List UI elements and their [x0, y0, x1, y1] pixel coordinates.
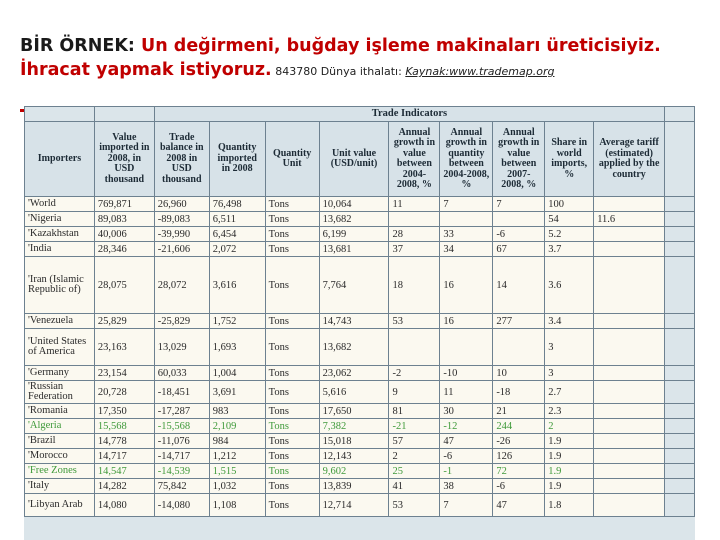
- empty-cell: [665, 257, 695, 314]
- value-cell: 7: [440, 197, 493, 212]
- table-row: [25, 434, 695, 449]
- value-cell: 1,108: [209, 494, 265, 517]
- value-cell: 244: [493, 419, 545, 434]
- value-cell: 28,346: [94, 242, 154, 257]
- value-cell: Tons: [265, 329, 319, 366]
- import-note: 843780 Dünya ithalatı:: [271, 65, 406, 78]
- value-cell: 13,682: [319, 329, 389, 366]
- table-row: [25, 329, 695, 366]
- heading-prefix: BİR ÖRNEK:: [20, 36, 135, 56]
- empty-cell: [665, 329, 695, 366]
- value-cell: 1,032: [209, 479, 265, 494]
- value-cell: 17,650: [319, 404, 389, 419]
- column-header-empty: [665, 122, 695, 197]
- empty-cell: [665, 404, 695, 419]
- value-cell: -18,451: [154, 381, 209, 404]
- value-cell: 7: [440, 494, 493, 517]
- value-cell: 76,498: [209, 197, 265, 212]
- table-body: [25, 197, 695, 517]
- value-cell: -12: [440, 419, 493, 434]
- value-cell: 983: [209, 404, 265, 419]
- value-cell: 30: [440, 404, 493, 419]
- value-cell: 12,714: [319, 494, 389, 517]
- column-header: Annual growth in value between 2007-2008, %: [493, 122, 545, 197]
- value-cell: [389, 212, 440, 227]
- column-header: Unit value (USD/unit): [319, 122, 389, 197]
- value-cell: 277: [493, 314, 545, 329]
- table-row: [25, 404, 695, 419]
- value-cell: [493, 212, 545, 227]
- value-cell: [594, 314, 665, 329]
- value-cell: Tons: [265, 381, 319, 404]
- value-cell: 1,693: [209, 329, 265, 366]
- column-header: Value imported in 2008, in USD thousand: [94, 122, 154, 197]
- table-row: [25, 227, 695, 242]
- value-cell: 7,764: [319, 257, 389, 314]
- value-cell: [594, 479, 665, 494]
- value-cell: Tons: [265, 419, 319, 434]
- value-cell: 89,083: [94, 212, 154, 227]
- value-cell: 3,691: [209, 381, 265, 404]
- value-cell: Tons: [265, 366, 319, 381]
- group-header-label: Trade Indicators: [154, 107, 664, 122]
- column-header: Importers: [25, 122, 95, 197]
- value-cell: 57: [389, 434, 440, 449]
- value-cell: [594, 329, 665, 366]
- value-cell: 3,616: [209, 257, 265, 314]
- importer-cell: 'Venezuela: [25, 314, 95, 329]
- importer-cell: 'Kazakhstan: [25, 227, 95, 242]
- value-cell: -6: [493, 479, 545, 494]
- value-cell: Tons: [265, 227, 319, 242]
- importer-cell: 'Romania: [25, 404, 95, 419]
- value-cell: 769,871: [94, 197, 154, 212]
- value-cell: 14,080: [94, 494, 154, 517]
- column-header: Share in world imports, %: [545, 122, 594, 197]
- table-row: [25, 314, 695, 329]
- value-cell: 2: [545, 419, 594, 434]
- value-cell: 25: [389, 464, 440, 479]
- slide-heading: [20, 34, 710, 84]
- value-cell: 37: [389, 242, 440, 257]
- value-cell: [594, 242, 665, 257]
- value-cell: 3.7: [545, 242, 594, 257]
- value-cell: 40,006: [94, 227, 154, 242]
- importer-cell: 'India: [25, 242, 95, 257]
- value-cell: -15,568: [154, 419, 209, 434]
- value-cell: 25,829: [94, 314, 154, 329]
- value-cell: Tons: [265, 257, 319, 314]
- value-cell: 23,154: [94, 366, 154, 381]
- value-cell: 1,212: [209, 449, 265, 464]
- value-cell: 984: [209, 434, 265, 449]
- value-cell: -14,080: [154, 494, 209, 517]
- value-cell: Tons: [265, 404, 319, 419]
- heading-line-2: [20, 58, 710, 84]
- value-cell: 14,743: [319, 314, 389, 329]
- value-cell: 15,018: [319, 434, 389, 449]
- table-row: [25, 449, 695, 464]
- table-row: [25, 197, 695, 212]
- value-cell: -39,990: [154, 227, 209, 242]
- value-cell: -6: [440, 449, 493, 464]
- value-cell: 41: [389, 479, 440, 494]
- value-cell: 16: [440, 314, 493, 329]
- value-cell: -89,083: [154, 212, 209, 227]
- value-cell: [389, 329, 440, 366]
- value-cell: -11,076: [154, 434, 209, 449]
- table-group-header: [25, 107, 695, 122]
- trade-indicators-table: [24, 106, 695, 517]
- value-cell: Tons: [265, 464, 319, 479]
- value-cell: 5,616: [319, 381, 389, 404]
- heading-line-1: [20, 34, 710, 58]
- value-cell: 2.3: [545, 404, 594, 419]
- value-cell: -1: [440, 464, 493, 479]
- value-cell: Tons: [265, 434, 319, 449]
- value-cell: 1.8: [545, 494, 594, 517]
- empty-cell: [665, 227, 695, 242]
- value-cell: 11.6: [594, 212, 665, 227]
- importer-cell: 'Algeria: [25, 419, 95, 434]
- table-row: [25, 212, 695, 227]
- table-row: [25, 381, 695, 404]
- value-cell: 34: [440, 242, 493, 257]
- value-cell: -25,829: [154, 314, 209, 329]
- value-cell: [594, 449, 665, 464]
- value-cell: 33: [440, 227, 493, 242]
- empty-cell: [665, 494, 695, 517]
- value-cell: 7,382: [319, 419, 389, 434]
- value-cell: 15,568: [94, 419, 154, 434]
- value-cell: 2,109: [209, 419, 265, 434]
- value-cell: 6,199: [319, 227, 389, 242]
- value-cell: 75,842: [154, 479, 209, 494]
- value-cell: -21: [389, 419, 440, 434]
- value-cell: 2: [389, 449, 440, 464]
- column-header: Quantity Unit: [265, 122, 319, 197]
- empty-cell: [665, 479, 695, 494]
- importer-cell: 'Nigeria: [25, 212, 95, 227]
- value-cell: 47: [493, 494, 545, 517]
- value-cell: 6,511: [209, 212, 265, 227]
- column-header: Quantity imported in 2008: [209, 122, 265, 197]
- value-cell: [594, 381, 665, 404]
- value-cell: 14,717: [94, 449, 154, 464]
- importer-cell: 'Morocco: [25, 449, 95, 464]
- value-cell: 5.2: [545, 227, 594, 242]
- table-column-header: [25, 122, 695, 197]
- value-cell: 28,075: [94, 257, 154, 314]
- table-row: [25, 494, 695, 517]
- value-cell: 23,163: [94, 329, 154, 366]
- column-header: Annual growth in quantity between 2004-2008, %: [440, 122, 493, 197]
- value-cell: 1.9: [545, 464, 594, 479]
- value-cell: Tons: [265, 242, 319, 257]
- importer-cell: 'Libyan Arab: [25, 494, 95, 517]
- value-cell: Tons: [265, 212, 319, 227]
- column-header: Trade balance in 2008 in USD thousand: [154, 122, 209, 197]
- value-cell: 13,681: [319, 242, 389, 257]
- value-cell: 14,547: [94, 464, 154, 479]
- empty-cell: [665, 419, 695, 434]
- value-cell: -2: [389, 366, 440, 381]
- value-cell: 12,143: [319, 449, 389, 464]
- value-cell: 3: [545, 366, 594, 381]
- value-cell: [594, 464, 665, 479]
- value-cell: 67: [493, 242, 545, 257]
- value-cell: [440, 329, 493, 366]
- value-cell: 47: [440, 434, 493, 449]
- column-header: Average tariff (estimated) applied by the country: [594, 122, 665, 197]
- value-cell: 1.9: [545, 434, 594, 449]
- value-cell: 11: [389, 197, 440, 212]
- value-cell: 1.9: [545, 449, 594, 464]
- value-cell: 23,062: [319, 366, 389, 381]
- value-cell: -14,717: [154, 449, 209, 464]
- table-row: [25, 464, 695, 479]
- value-cell: [594, 419, 665, 434]
- empty-cell: [665, 366, 695, 381]
- value-cell: 38: [440, 479, 493, 494]
- value-cell: 1,752: [209, 314, 265, 329]
- importer-cell: 'Brazil: [25, 434, 95, 449]
- value-cell: -18: [493, 381, 545, 404]
- value-cell: 1,515: [209, 464, 265, 479]
- value-cell: 20,728: [94, 381, 154, 404]
- importer-cell: 'United States of America: [25, 329, 95, 366]
- value-cell: Tons: [265, 449, 319, 464]
- value-cell: [594, 404, 665, 419]
- value-cell: [493, 329, 545, 366]
- empty-cell: [665, 242, 695, 257]
- value-cell: 2.7: [545, 381, 594, 404]
- value-cell: 72: [493, 464, 545, 479]
- table-row: [25, 419, 695, 434]
- importer-cell: 'Russian Federation: [25, 381, 95, 404]
- value-cell: 6,454: [209, 227, 265, 242]
- value-cell: [440, 212, 493, 227]
- empty-cell: [665, 464, 695, 479]
- value-cell: 81: [389, 404, 440, 419]
- value-cell: [594, 434, 665, 449]
- value-cell: -14,539: [154, 464, 209, 479]
- importer-cell: 'World: [25, 197, 95, 212]
- value-cell: 14,282: [94, 479, 154, 494]
- value-cell: [594, 494, 665, 517]
- heading-line2-text: İhracat yapmak istiyoruz.: [20, 60, 272, 80]
- value-cell: 126: [493, 449, 545, 464]
- value-cell: Tons: [265, 197, 319, 212]
- value-cell: [594, 197, 665, 212]
- value-cell: 3.4: [545, 314, 594, 329]
- empty-cell: [665, 381, 695, 404]
- value-cell: 14: [493, 257, 545, 314]
- value-cell: 13,029: [154, 329, 209, 366]
- value-cell: 54: [545, 212, 594, 227]
- value-cell: 21: [493, 404, 545, 419]
- value-cell: 18: [389, 257, 440, 314]
- value-cell: 14,778: [94, 434, 154, 449]
- value-cell: 53: [389, 314, 440, 329]
- table-row: [25, 366, 695, 381]
- value-cell: [594, 227, 665, 242]
- empty-cell: [665, 449, 695, 464]
- value-cell: -10: [440, 366, 493, 381]
- heading-red-text: Un değirmeni, buğday işleme makinaları üreticisiyiz.: [134, 36, 661, 56]
- column-header: Annual growth in value between 2004-2008, %: [389, 122, 440, 197]
- importer-cell: 'Italy: [25, 479, 95, 494]
- empty-cell: [665, 212, 695, 227]
- value-cell: Tons: [265, 494, 319, 517]
- importer-cell: 'Germany: [25, 366, 95, 381]
- table-row: [25, 479, 695, 494]
- value-cell: 28,072: [154, 257, 209, 314]
- value-cell: 1.9: [545, 479, 594, 494]
- value-cell: 7: [493, 197, 545, 212]
- source-link[interactable]: Kaynak:www.trademap.org: [405, 65, 555, 78]
- value-cell: 2,072: [209, 242, 265, 257]
- value-cell: [594, 257, 665, 314]
- importer-cell: 'Iran (Islamic Republic of): [25, 257, 95, 314]
- value-cell: 16: [440, 257, 493, 314]
- empty-cell: [665, 197, 695, 212]
- value-cell: Tons: [265, 314, 319, 329]
- value-cell: -6: [493, 227, 545, 242]
- value-cell: 100: [545, 197, 594, 212]
- value-cell: 9: [389, 381, 440, 404]
- value-cell: 13,682: [319, 212, 389, 227]
- table-row: [25, 242, 695, 257]
- value-cell: 10,064: [319, 197, 389, 212]
- value-cell: 3.6: [545, 257, 594, 314]
- value-cell: 13,839: [319, 479, 389, 494]
- value-cell: 11: [440, 381, 493, 404]
- empty-cell: [665, 314, 695, 329]
- value-cell: -26: [493, 434, 545, 449]
- value-cell: -17,287: [154, 404, 209, 419]
- value-cell: 28: [389, 227, 440, 242]
- value-cell: 53: [389, 494, 440, 517]
- value-cell: Tons: [265, 479, 319, 494]
- trade-table-image: [24, 106, 695, 540]
- value-cell: 10: [493, 366, 545, 381]
- value-cell: 1,004: [209, 366, 265, 381]
- empty-cell: [665, 434, 695, 449]
- value-cell: 26,960: [154, 197, 209, 212]
- value-cell: 17,350: [94, 404, 154, 419]
- importer-cell: 'Free Zones: [25, 464, 95, 479]
- value-cell: 9,602: [319, 464, 389, 479]
- value-cell: 3: [545, 329, 594, 366]
- table-row: [25, 257, 695, 314]
- value-cell: [594, 366, 665, 381]
- value-cell: -21,606: [154, 242, 209, 257]
- value-cell: 60,033: [154, 366, 209, 381]
